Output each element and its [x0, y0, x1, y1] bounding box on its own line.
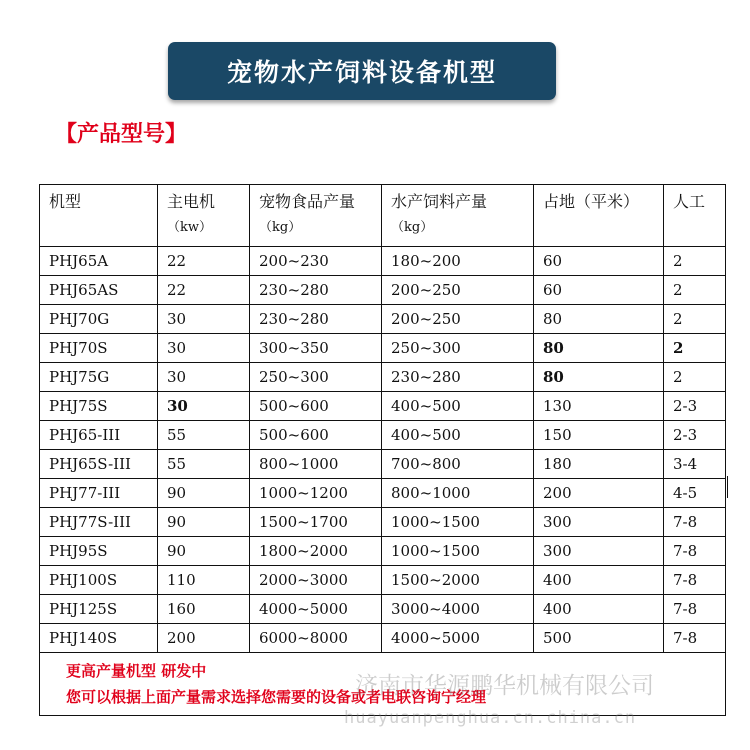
table-row [40, 624, 726, 653]
cell-motor: 90 [158, 537, 250, 566]
cell-pet-food: 500~600 [250, 421, 382, 450]
cell-pet-food: 500~600 [250, 392, 382, 421]
cell-aqua-feed: 400~500 [382, 421, 534, 450]
cell-aqua-feed: 1000~1500 [382, 537, 534, 566]
table-row [40, 305, 726, 334]
cell-motor: 30 [158, 334, 250, 363]
cell-pet-food: 1000~1200 [250, 479, 382, 508]
cell-model: PHJ70S [40, 334, 158, 363]
cell-motor: 30 [158, 363, 250, 392]
cell-labor: 2-3 [664, 421, 726, 450]
cell-area: 200 [534, 479, 664, 508]
cell-labor: 7-8 [664, 595, 726, 624]
cell-aqua-feed: 800~1000 [382, 479, 534, 508]
cell-motor: 55 [158, 421, 250, 450]
cell-aqua-feed: 4000~5000 [382, 624, 534, 653]
table-header-row [40, 185, 726, 247]
table-row [40, 334, 726, 363]
cell-labor: 7-8 [664, 624, 726, 653]
header-labor: 人工 [664, 185, 726, 247]
cell-model: PHJ75G [40, 363, 158, 392]
cell-area: 80 [534, 334, 664, 363]
cell-pet-food: 2000~3000 [250, 566, 382, 595]
cell-aqua-feed: 180~200 [382, 247, 534, 276]
cell-model: PHJ140S [40, 624, 158, 653]
cell-area: 130 [534, 392, 664, 421]
model-spec-table [39, 184, 726, 716]
note-line-rnd: 更高产量机型 研发中 [66, 662, 207, 680]
cell-labor: 2 [664, 363, 726, 392]
cell-aqua-feed: 200~250 [382, 305, 534, 334]
cell-aqua-feed: 250~300 [382, 334, 534, 363]
cell-motor: 55 [158, 450, 250, 479]
note-cell [40, 653, 726, 716]
cell-model: PHJ125S [40, 595, 158, 624]
cell-aqua-feed: 3000~4000 [382, 595, 534, 624]
cell-motor: 22 [158, 276, 250, 305]
cell-pet-food: 800~1000 [250, 450, 382, 479]
cell-aqua-feed: 230~280 [382, 363, 534, 392]
table-row [40, 392, 726, 421]
cell-model: PHJ95S [40, 537, 158, 566]
cell-pet-food: 6000~8000 [250, 624, 382, 653]
cell-area: 300 [534, 537, 664, 566]
cell-pet-food: 300~350 [250, 334, 382, 363]
cell-aqua-feed: 200~250 [382, 276, 534, 305]
table-row [40, 363, 726, 392]
title-banner [168, 42, 556, 100]
cell-area: 80 [534, 305, 664, 334]
cell-labor: 2 [664, 305, 726, 334]
cell-labor: 2 [664, 334, 726, 363]
header-model: 机型 [40, 185, 158, 247]
table-row [40, 450, 726, 479]
cell-model: PHJ77S-III [40, 508, 158, 537]
cell-labor: 4-5 [664, 479, 726, 508]
cell-labor: 3-4 [664, 450, 726, 479]
cell-pet-food: 250~300 [250, 363, 382, 392]
cell-pet-food: 230~280 [250, 305, 382, 334]
cell-pet-food: 4000~5000 [250, 595, 382, 624]
header-floor-area: 占地（平米） [534, 185, 664, 247]
cell-aqua-feed: 400~500 [382, 392, 534, 421]
cell-area: 300 [534, 508, 664, 537]
section-heading: 【产品型号】 [55, 122, 188, 147]
cell-pet-food: 230~280 [250, 276, 382, 305]
cell-aqua-feed: 1000~1500 [382, 508, 534, 537]
cell-labor: 2 [664, 247, 726, 276]
cell-aqua-feed: 1500~2000 [382, 566, 534, 595]
table-row [40, 276, 726, 305]
cell-labor: 2 [664, 276, 726, 305]
cell-motor: 200 [158, 624, 250, 653]
cell-area: 60 [534, 276, 664, 305]
table-row [40, 508, 726, 537]
cell-area: 400 [534, 566, 664, 595]
note-line-contact: 您可以根据上面产量需求选择您需要的设备或者电联咨询宁经理 [66, 688, 487, 706]
cell-labor: 7-8 [664, 566, 726, 595]
cell-pet-food: 200~230 [250, 247, 382, 276]
cell-motor: 160 [158, 595, 250, 624]
cell-labor: 7-8 [664, 537, 726, 566]
watermark-company: 济南市华源鹏华机械有限公司 [355, 673, 654, 699]
edge-mark [727, 476, 728, 498]
cell-pet-food: 1500~1700 [250, 508, 382, 537]
table-row [40, 537, 726, 566]
cell-labor: 2-3 [664, 392, 726, 421]
header-motor: 主电机 （kw） [158, 185, 250, 247]
cell-motor: 90 [158, 508, 250, 537]
cell-model: PHJ65S-III [40, 450, 158, 479]
cell-model: PHJ100S [40, 566, 158, 595]
cell-pet-food: 1800~2000 [250, 537, 382, 566]
cell-model: PHJ77-III [40, 479, 158, 508]
cell-area: 150 [534, 421, 664, 450]
cell-model: PHJ65-III [40, 421, 158, 450]
table-row [40, 479, 726, 508]
cell-model: PHJ65AS [40, 276, 158, 305]
cell-area: 180 [534, 450, 664, 479]
banner-title: 宠物水产饲料设备机型 [226, 58, 497, 87]
cell-model: PHJ65A [40, 247, 158, 276]
cell-motor: 30 [158, 392, 250, 421]
watermark-site: huayuanpenghua.cn.china.cn [344, 708, 637, 728]
cell-area: 500 [534, 624, 664, 653]
cell-motor: 22 [158, 247, 250, 276]
table-row [40, 566, 726, 595]
cell-motor: 90 [158, 479, 250, 508]
table-note-row [40, 653, 726, 716]
cell-aqua-feed: 700~800 [382, 450, 534, 479]
cell-motor: 110 [158, 566, 250, 595]
cell-labor: 7-8 [664, 508, 726, 537]
cell-model: PHJ70G [40, 305, 158, 334]
table-row [40, 595, 726, 624]
table-row [40, 247, 726, 276]
table-row [40, 421, 726, 450]
cell-area: 60 [534, 247, 664, 276]
cell-motor: 30 [158, 305, 250, 334]
header-aqua-feed-output: 水产饲料产量 （kg） [382, 185, 534, 247]
cell-area: 400 [534, 595, 664, 624]
header-pet-food-output: 宠物食品产量 （kg） [250, 185, 382, 247]
cell-model: PHJ75S [40, 392, 158, 421]
cell-area: 80 [534, 363, 664, 392]
